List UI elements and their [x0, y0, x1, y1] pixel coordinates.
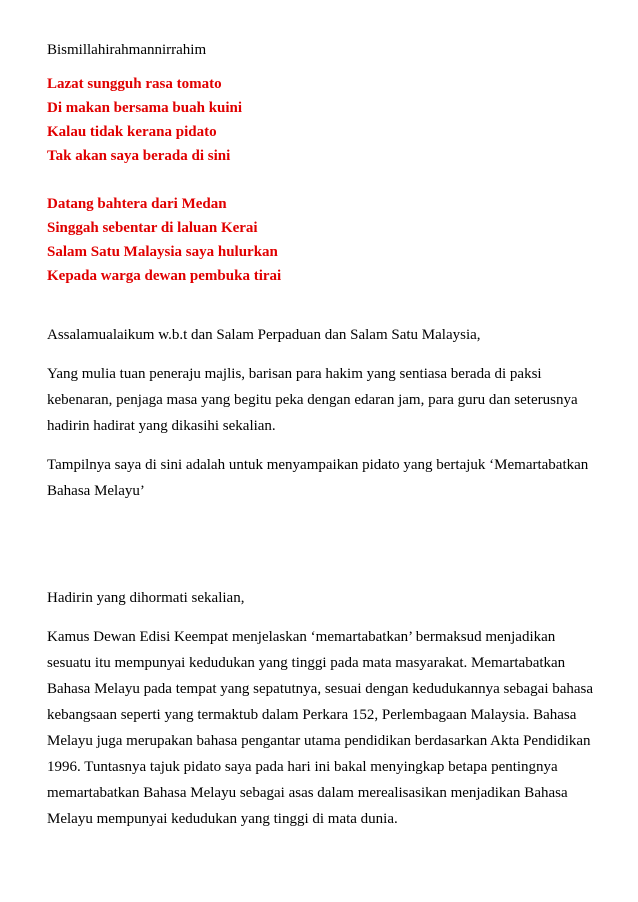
definition-paragraph — [47, 624, 602, 832]
paragraph-line: Bahasa Melayu’ — [47, 483, 145, 499]
section-spacer — [47, 288, 602, 322]
salam-paragraph — [47, 322, 602, 348]
pantun-line: Datang bahtera dari Medan — [47, 196, 227, 212]
pantun-line: Kalau tidak kerana pidato — [47, 124, 217, 140]
paragraph-line: Yang mulia tuan peneraju majlis, barisan para hakim yang sentiasa berada di paksi — [47, 366, 542, 382]
section-spacer — [47, 517, 602, 585]
greeting-paragraph — [47, 585, 602, 611]
paragraph-line: 1996. Tuntasnya tajuk pidato saya pada hari ini bakal menyingkap betapa pentingnya — [47, 759, 558, 775]
opening-address-paragraph — [47, 361, 602, 439]
opening-line: Bismillahirahmannirrahim — [47, 42, 207, 58]
pantun-stanza-2 — [47, 192, 602, 288]
paragraph-line: Kamus Dewan Edisi Keempat menjelaskan ‘memartabatkan’ bermaksud menjadikan — [47, 629, 556, 645]
paragraph-line: memartabatkan Bahasa Melayu sebagai asas dalam merealisasikan menjadikan Bahasa — [47, 785, 568, 801]
paragraph-line: Melayu juga merupakan bahasa pengantar utama pendidikan berdasarkan Akta Pendidikan — [47, 733, 591, 749]
stanza-spacer — [47, 168, 602, 192]
pantun-stanza-1 — [47, 72, 602, 168]
document-page — [47, 40, 602, 845]
pantun-line: Salam Satu Malaysia saya hulurkan — [47, 244, 278, 260]
pantun-line: Kepada warga dewan pembuka tirai — [47, 268, 282, 284]
paragraph-line: Hadirin yang dihormati sekalian, — [47, 590, 245, 606]
pantun-line: Lazat sungguh rasa tomato — [47, 76, 222, 92]
paragraph-line: Assalamualaikum w.b.t dan Salam Perpaduan dan Salam Satu Malaysia, — [47, 327, 481, 343]
topic-paragraph — [47, 452, 602, 504]
paragraph-line: Melayu mempunyai kedudukan yang tinggi di mata dunia. — [47, 811, 398, 827]
paragraph-line: kebenaran, penjaga masa yang begitu peka dengan edaran jam, para guru dan seterusnya — [47, 392, 578, 408]
pantun-line: Di makan bersama buah kuini — [47, 100, 243, 116]
pantun-line: Tak akan saya berada di sini — [47, 148, 231, 164]
paragraph-line: Tampilnya saya di sini adalah untuk menyampaikan pidato yang bertajuk ‘Memartabatkan — [47, 457, 589, 473]
paragraph-line: kebangsaan seperti yang termaktub dalam Perkara 152, Perlembagaan Malaysia. Bahasa — [47, 707, 577, 723]
paragraph-line: Bahasa Melayu pada tempat yang sepatutnya, sesuai dengan kedudukannya sebagai bahasa — [47, 681, 594, 697]
paragraph-line: hadirin hadirat yang dikasihi sekalian. — [47, 418, 276, 434]
pantun-line: Singgah sebentar di laluan Kerai — [47, 220, 258, 236]
paragraph-line: sesuatu itu mempunyai kedudukan yang tinggi pada mata masyarakat. Memartabatkan — [47, 655, 566, 671]
